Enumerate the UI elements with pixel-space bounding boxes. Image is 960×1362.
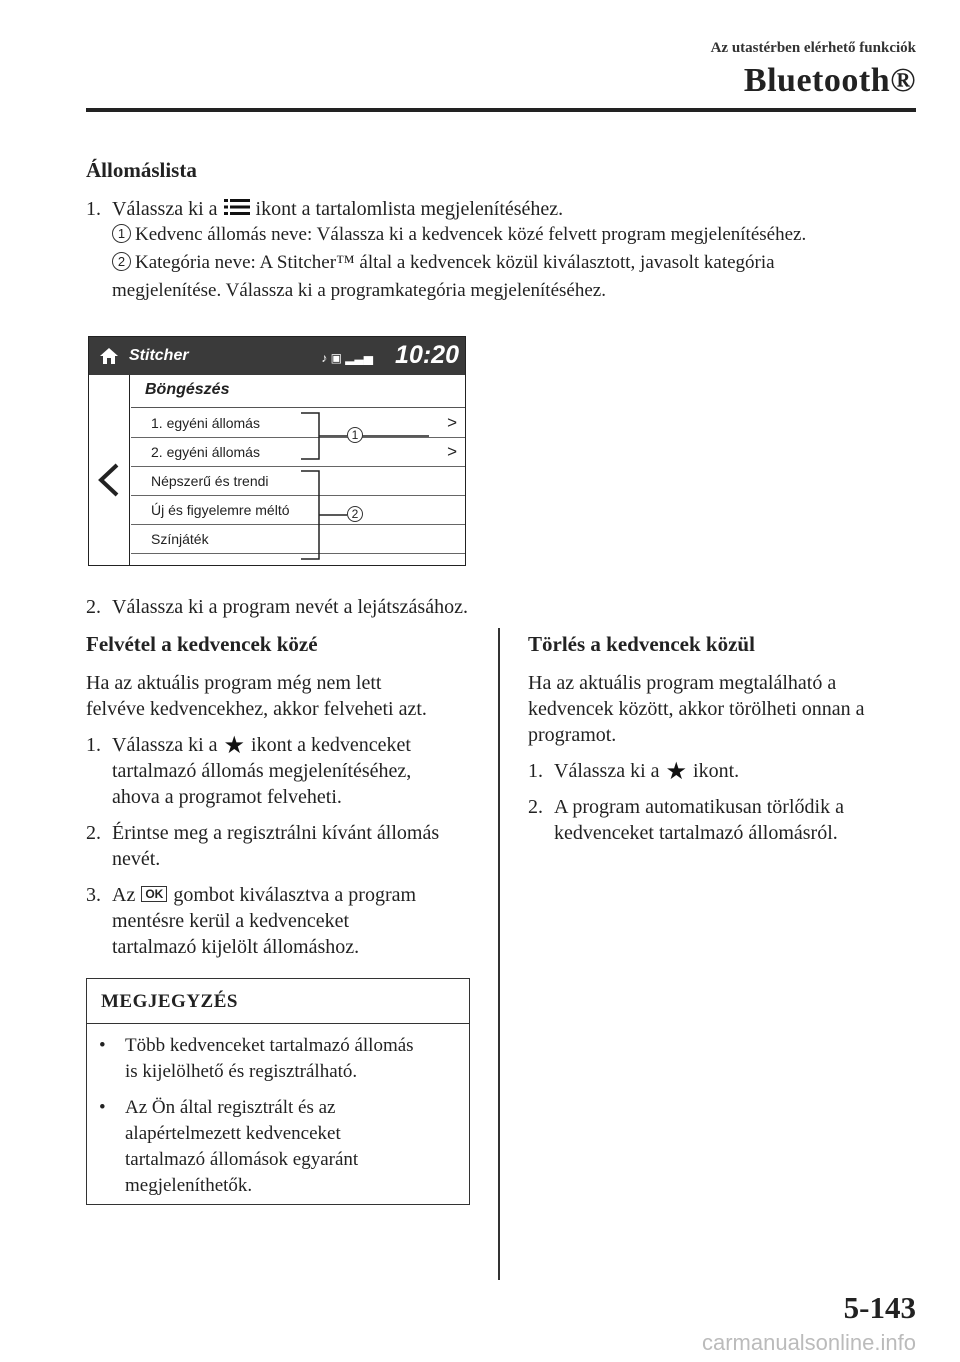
screen-row-label: Népszerű és trendi xyxy=(151,473,269,489)
remove-s2-line1: A program automatikusan törlődik a xyxy=(554,796,844,818)
list-icon xyxy=(224,197,250,224)
column-divider xyxy=(498,628,500,1280)
add-s1-line3: ahova a programot felveheti. xyxy=(112,786,342,808)
note-title: MEGJEGYZÉS xyxy=(101,991,238,1012)
step2-text: Válassza ki a program nevét a lejátszásához. xyxy=(112,596,468,618)
step1-text xyxy=(112,196,563,224)
screen-row-label: Színjáték xyxy=(151,531,209,547)
screen-callout-2: 2 xyxy=(347,506,363,522)
callout1-text: Kedvenc állomás neve: Válassza ki a kedvencek közé felvett program megjelenítéséhez. xyxy=(135,224,807,245)
star-icon: ★ xyxy=(223,733,246,759)
remove-s1-num: 1. xyxy=(528,760,543,782)
stitcher-screen xyxy=(88,336,466,566)
ok-button-icon: OK xyxy=(141,886,167,902)
header-rule xyxy=(86,108,916,112)
callout2-number: 2 xyxy=(112,252,131,271)
step1-pre: Válassza ki a xyxy=(112,198,218,220)
add-s1-line2: tartalmazó állomás megjelenítéséhez, xyxy=(112,760,412,782)
remove-s2-line2: kedvenceket tartalmazó állomásról. xyxy=(554,822,838,844)
callout2-text-a: Kategória neve: A Stitcher™ által a kedvencek közül kiválasztott, javasolt kategória xyxy=(135,252,775,273)
note-b2-line2: alapértelmezett kedvenceket xyxy=(125,1123,341,1144)
station-list-heading: Állomáslista xyxy=(86,158,197,182)
add-fav-heading: Felvétel a kedvencek közé xyxy=(86,632,318,656)
star-icon: ★ xyxy=(665,759,688,785)
screen-list-title: Böngészés xyxy=(145,381,230,398)
note-b2-line1: Az Ön által regisztrált és az xyxy=(125,1097,336,1118)
note-rule xyxy=(87,1023,469,1024)
add-s3-post: gombot kiválasztva a program xyxy=(173,884,417,906)
bullet-icon: • xyxy=(99,1097,106,1118)
callout1-number: 1 xyxy=(112,224,131,243)
add-s3-line2: mentésre kerül a kedvenceket xyxy=(112,910,350,932)
remove-intro-a: Ha az aktuális program megtalálható a xyxy=(528,672,837,694)
add-fav-intro-b: felvéve kedvencekhez, akkor felveheti azt. xyxy=(86,698,427,720)
note-b2-line3: tartalmazó állomások egyaránt xyxy=(125,1149,359,1170)
screen-row-label: 1. egyéni állomás xyxy=(151,415,260,431)
add-s3-line3: tartalmazó kijelölt állomáshoz. xyxy=(112,936,360,958)
add-s2-line1: Érintse meg a regisztrálni kívánt állomás xyxy=(112,822,440,844)
screen-row-label: Új és figyelemre méltó xyxy=(151,502,290,518)
screen-status-icons: ♪ ▣ ▂▃▅ xyxy=(321,351,373,365)
add-s1-num: 1. xyxy=(86,734,101,756)
page-number: 5-143 xyxy=(843,1290,916,1325)
remove-s1-post: ikont. xyxy=(693,760,740,782)
callout1-desc xyxy=(112,222,806,248)
callout2-desc xyxy=(112,250,775,276)
note-b2-line4: megjeleníthetők. xyxy=(125,1175,253,1196)
note-b1-line2: is kijelölhető és regisztrálható. xyxy=(125,1061,358,1082)
add-s3-line1 xyxy=(112,882,416,908)
callout-brackets xyxy=(89,337,465,565)
screen-callout-1: 1 xyxy=(347,427,363,443)
remove-s2-num: 2. xyxy=(528,796,543,818)
chevron-right-icon: > xyxy=(447,442,457,461)
add-s3-num: 3. xyxy=(86,884,101,906)
add-s3-pre: Az xyxy=(112,884,136,906)
step2-num: 2. xyxy=(86,596,101,618)
remove-s1-line xyxy=(554,758,739,784)
section-header: Az utastérben elérhető funkciók xyxy=(710,40,916,56)
remove-s1-pre: Válassza ki a xyxy=(554,760,660,782)
add-fav-intro-a: Ha az aktuális program még nem lett xyxy=(86,672,382,694)
page-title: Bluetooth® xyxy=(743,62,916,99)
remove-intro-b: kedvencek között, akkor törölheti onnan a xyxy=(528,698,865,720)
screen-app-title: Stitcher xyxy=(129,347,189,364)
screen-clock: 10:20 xyxy=(395,341,459,369)
remove-fav-heading: Törlés a kedvencek közül xyxy=(528,632,755,656)
step1-post: ikont a tartalomlista megjelenítéséhez. xyxy=(255,198,564,220)
bullet-icon: • xyxy=(99,1035,106,1056)
add-s2-num: 2. xyxy=(86,822,101,844)
screen-row-label: 2. egyéni állomás xyxy=(151,444,260,460)
step1-num: 1. xyxy=(86,198,101,220)
add-s1-pre: Válassza ki a xyxy=(112,734,218,756)
remove-intro-c: programot. xyxy=(528,724,617,746)
chevron-right-icon: > xyxy=(447,413,457,432)
note-box xyxy=(86,978,470,1205)
callout2-text-b: megjelenítése. Válassza ki a programkategória megjelenítéséhez. xyxy=(112,280,606,301)
add-s2-line2: nevét. xyxy=(112,848,161,870)
note-b1-line1: Több kedvenceket tartalmazó állomás xyxy=(125,1035,414,1056)
add-s1-post: ikont a kedvenceket xyxy=(251,734,411,756)
watermark: carmanualsonline.info xyxy=(701,1330,916,1355)
add-s1-line1 xyxy=(112,732,411,758)
